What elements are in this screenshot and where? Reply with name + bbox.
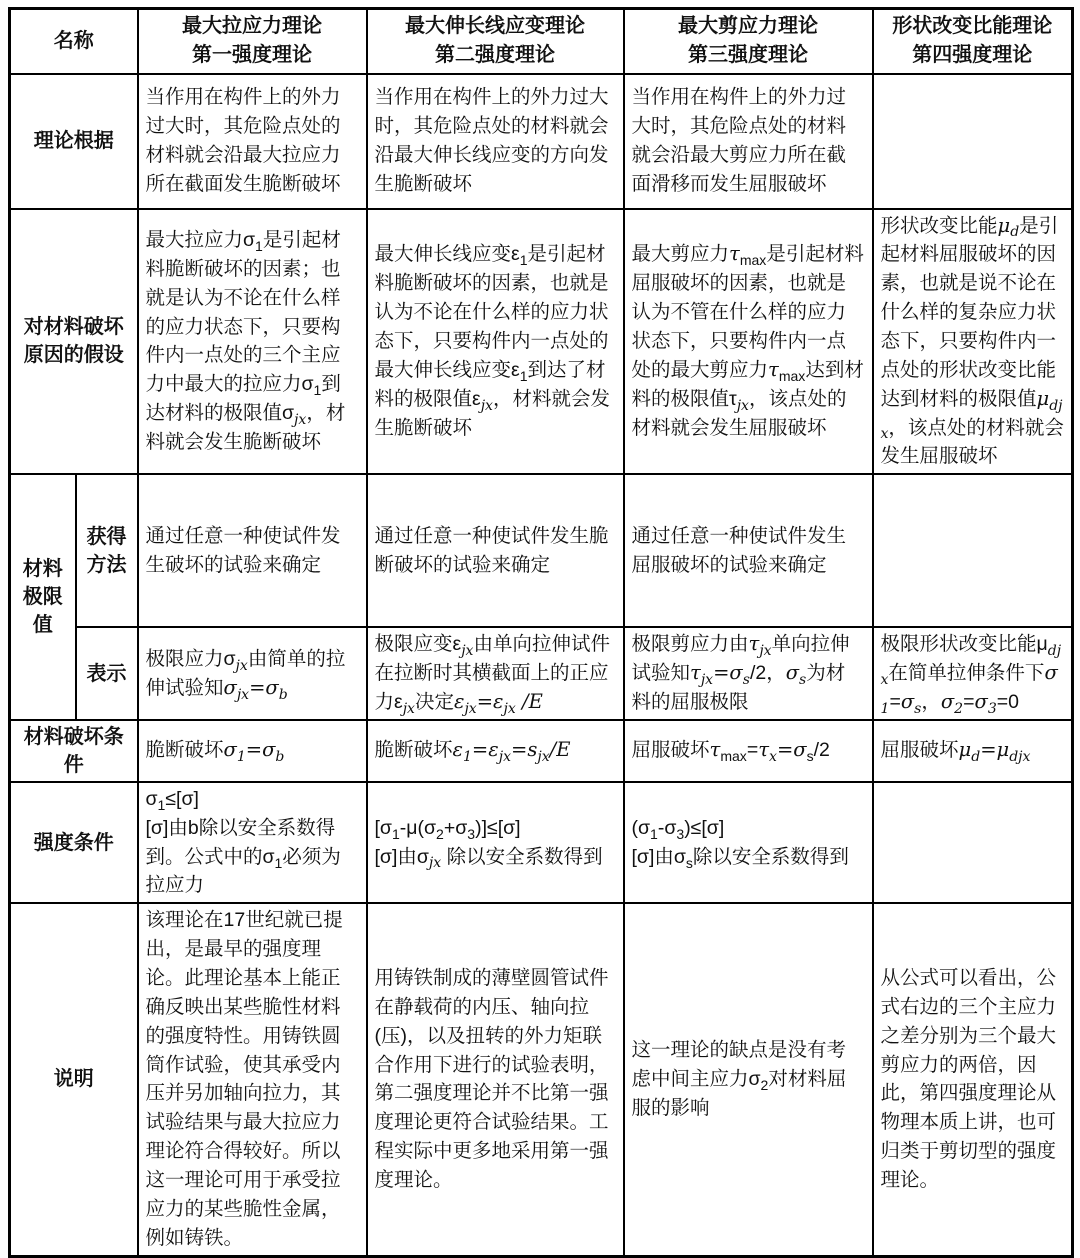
row-label-basis: 理论根据 xyxy=(10,74,138,209)
cell-basis-2: 当作用在构件上的外力过大时，其危险点处的材料就会沿最大伸长线应变的方向发生脆断破坏 xyxy=(367,74,624,209)
cell-notes-2: 用铸铁制成的薄壁圆管试件在静载荷的内压、轴向拉(压)，以及扭转的外力矩联合作用下进行的试验表明，第二强度理论并不比第一强度理论更符合试验结果。工程实际中更多地采用第一强度理论。 xyxy=(367,903,624,1256)
row-label-failure: 材料破坏条件 xyxy=(10,720,138,782)
row-label-expression: 表示 xyxy=(76,627,138,720)
strength-theory-table xyxy=(8,7,1074,1258)
cell-method-2: 通过任意一种使试件发生脆断破坏的试验来确定 xyxy=(367,474,624,627)
cell-failure-4: 屈服破坏$\mu_d=\mu_{djx}$ xyxy=(873,720,1073,782)
cell-failure-2: 脆断破坏$\varepsilon_1=\varepsilon_{jx}=s_{jx}/E$ xyxy=(367,720,624,782)
cell-expression-3: 极限剪应力由$\tau_{jx}$单向拉伸试验知$\tau_{jx}=\sigma_s/2$，$\sigma_s$为材料的屈服极限 xyxy=(624,627,873,720)
cell-basis-1: 当作用在构件上的外力过大时，其危险点处的材料就会沿最大拉应力所在截面发生脆断破坏 xyxy=(138,74,367,209)
table-row xyxy=(10,474,1073,627)
table-row xyxy=(10,903,1073,1256)
cell-method-3: 通过任意一种使试件发生屈服破坏的试验来确定 xyxy=(624,474,873,627)
cell-expression-1: 极限应力$\sigma_{jx}$由简单的拉伸试验知$\sigma_{jx}=\sigma_b$ xyxy=(138,627,367,720)
row-label-method: 获得方法 xyxy=(76,474,138,627)
header-theory-4: 形状改变比能理论 第四强度理论 xyxy=(873,9,1073,74)
table-row xyxy=(10,720,1073,782)
cell-strength-3: $(\sigma_1-\sigma_3)\le[\sigma]$ [σ]由$\sigma_s$除以安全系数得到 xyxy=(624,782,873,903)
header-theory-2: 最大伸长线应变理论 第二强度理论 xyxy=(367,9,624,74)
cell-method-4 xyxy=(873,474,1073,627)
cell-strength-1: $\sigma_1\le[\sigma]$ [σ]由b除以安全系数得到。公式中的$\sigma_1$必须为拉应力 xyxy=(138,782,367,903)
cell-basis-3: 当作用在构件上的外力过大时，其危险点处的材料就会沿最大剪应力所在截面滑移而发生屈服破坏 xyxy=(624,74,873,209)
cell-notes-3: 这一理论的缺点是没有考虑中间主应力$\sigma_2$对材料屈服的影响 xyxy=(624,903,873,1256)
cell-method-1: 通过任意一种使试件发生破坏的试验来确定 xyxy=(138,474,367,627)
header-name: 名称 xyxy=(10,9,138,74)
row-label-strength: 强度条件 xyxy=(10,782,138,903)
header-theory-1: 最大拉应力理论 第一强度理论 xyxy=(138,9,367,74)
cell-basis-4 xyxy=(873,74,1073,209)
cell-assumption-4: 形状改变比能$\mu_d$是引起材料屈服破坏的因素，也就是说不论在什么样的复杂应力状态下，只要构件内一点处的形状改变比能达到材料的极限值$\mu_{djx}$，该点处的材料就会发生屈服破坏 xyxy=(873,209,1073,475)
cell-notes-4: 从公式可以看出，公式右边的三个主应力之差分别为三个最大剪应力的两倍，因此，第四强度理论从物理本质上讲，也可归类于剪切型的强度理论。 xyxy=(873,903,1073,1256)
header-theory-3: 最大剪应力理论 第三强度理论 xyxy=(624,9,873,74)
cell-expression-4: 极限形状改变比能$\mu_{djx}$在简单拉伸条件下$\sigma_1=\sigma_s$，$\sigma_2=\sigma_3=0$ xyxy=(873,627,1073,720)
cell-expression-2: 极限应变$\varepsilon_{jx}$由单向拉伸试件在拉断时其横截面上的正应力$\varepsilon_{jx}$决定$\varepsilon_{jx}=\varepsilon_{jx}$ /E xyxy=(367,627,624,720)
table-row xyxy=(10,9,1073,74)
cell-strength-4 xyxy=(873,782,1073,903)
table-row xyxy=(10,74,1073,209)
cell-assumption-3: 最大剪应力$\tau_{max}$是引起材料屈服破坏的因素，也就是认为不管在什么样的应力状态下，只要构件内一点处的最大剪应力$\tau_{max}$达到材料的极限值$\tau_{jx}$，该点处的材料就会发生屈服破坏 xyxy=(624,209,873,475)
cell-strength-2: $[\sigma_1-\mu(\sigma_2+\sigma_3)]\le[\sigma]$ [σ]由$\sigma_{jx}$ 除以安全系数得到 xyxy=(367,782,624,903)
table-row xyxy=(10,209,1073,475)
cell-assumption-2: 最大伸长线应变$\varepsilon_1$是引起材料脆断破坏的因素，也就是认为不论在什么样的应力状态下，只要构件内一点处的最大伸长线应变$\varepsilon_1$到达了材料的极限值$\varepsilon_{jx}$，材料就会发生脆断破坏 xyxy=(367,209,624,475)
row-label-limit: 材料极限值 xyxy=(10,474,76,720)
cell-failure-3: 屈服破坏$\tau_{max}=\tau_x=\sigma_s/2$ xyxy=(624,720,873,782)
cell-failure-1: 脆断破坏$\sigma_1=\sigma_b$ xyxy=(138,720,367,782)
row-label-notes: 说明 xyxy=(10,903,138,1256)
cell-assumption-1: 最大拉应力$\sigma_1$是引起材料脆断破坏的因素；也就是认为不论在什么样的应力状态下，只要构件内一点处的三个主应力中最大的拉应力$\sigma_1$到达材料的极限值$\sigma_{jx}$，材料就会发生脆断破坏 xyxy=(138,209,367,475)
cell-notes-1: 该理论在17世纪就已提出，是最早的强度理论。此理论基本上能正确反映出某些脆性材料的强度特性。用铸铁圆筒作试验，使其承受内压并另加轴向拉力，其试验结果与最大拉应力理论符合得较好。所以这一理论可用于承受拉应力的某些脆性金属，例如铸铁。 xyxy=(138,903,367,1256)
table-row xyxy=(10,627,1073,720)
table-row xyxy=(10,782,1073,903)
row-label-assumption: 对材料破坏原因的假设 xyxy=(10,209,138,475)
